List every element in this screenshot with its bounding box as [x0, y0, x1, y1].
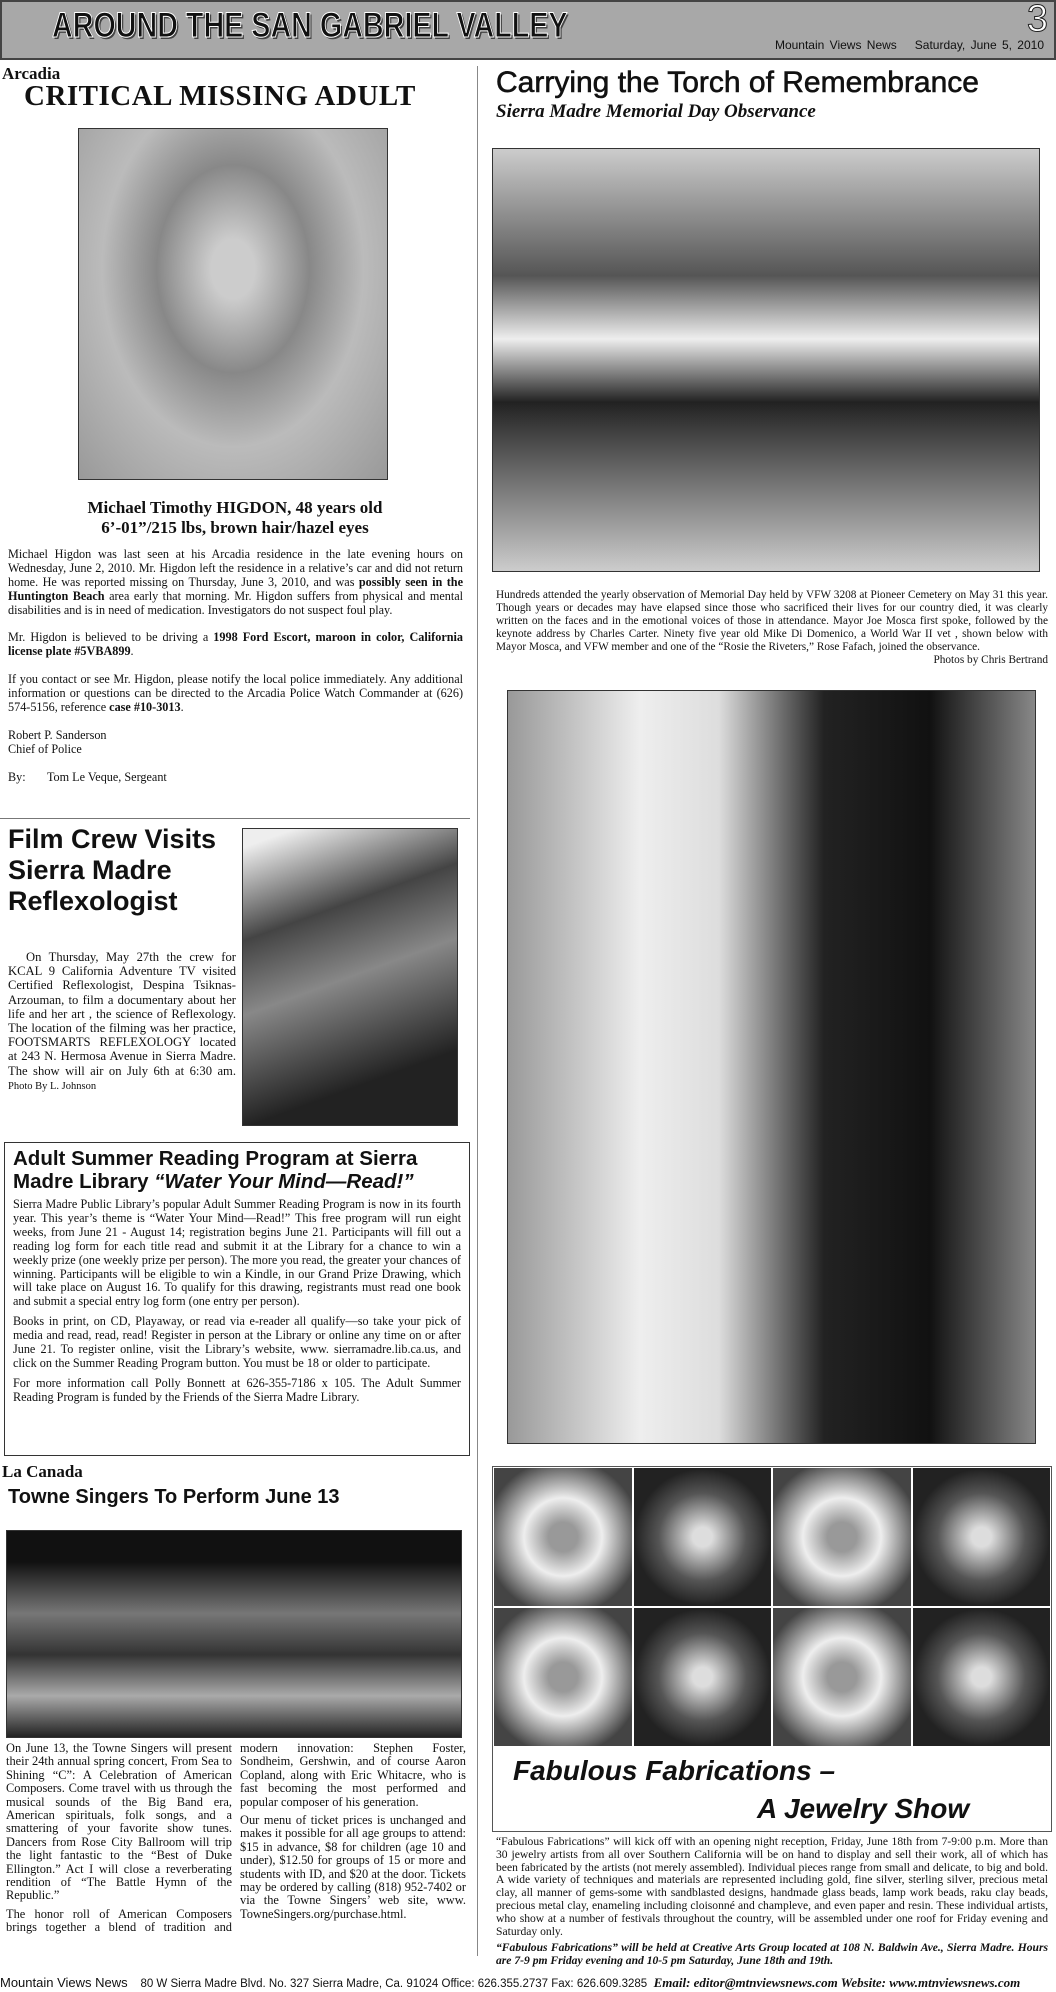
- headline: Carrying the Torch of Remembrance: [496, 66, 979, 99]
- jewelry-photo: [912, 1607, 1052, 1747]
- veteran-and-mayor-photo: [507, 690, 1036, 1444]
- event-details: “Fabulous Fabrications” will be held at Creative Arts Group located at 108 N. Baldwin Ave., Sierra Madre. Hours are 7-9 pm Friday evening and 10-5 pm Saturday, June 18th and 19th.: [496, 1941, 1048, 1968]
- jewelry-photo: [633, 1607, 773, 1747]
- missing-person-photo: [78, 128, 388, 480]
- issue-info: [757, 38, 1044, 52]
- towne-article: [6, 1742, 466, 1935]
- jewelry-photo: [772, 1467, 912, 1607]
- reflexologist-photo: [242, 828, 458, 1126]
- divider: [0, 818, 470, 819]
- paragraph: Books in print, on CD, Playaway, or read via e-reader all qualify—so take your pick of media and read, read, read! Register in person at the Library or online any time on or after June 21. To register online, visit the Library’s website, www. sierramadre.lib.ca.us, and click on the Summer Reading Program button. You must be 18 or older to participate.: [13, 1314, 461, 1370]
- section-label: Arcadia: [2, 64, 61, 83]
- footer-paper-name: Mountain Views News: [0, 1975, 128, 1990]
- paragraph: For more information call Polly Bonnett at 626-355-7186 x 105. The Adult Summer Reading Program is funded by the Friends of the Sierra Madre Library.: [13, 1375, 461, 1404]
- section-label: La Canada: [2, 1462, 83, 1481]
- jewelry-ad-box: [492, 1466, 1052, 1832]
- torch-caption: Hundreds attended the yearly observation of Memorial Day held by VFW 3208 at Pioneer Cemetery on May 31 this year. Though years or decades may have elapsed since those who sacrificed their lives for our country died, it was clearly written on the faces and in the emotional voices of those in attendance. Mayor Joe Mosca first spoke, followed by the keynote address by Charles Carter. Ninety five year old Mike Di Domenico, a World War II vet , shown below with Mayor Mosca, and VFW member and one of the “Rosie the Riveters,” Rose Fafach, joined the observance. Photos by Chris Bertrand: [496, 589, 1048, 666]
- byline: By: Tom Le Veque, Sergeant: [8, 769, 167, 784]
- paragraph: Sierra Madre Public Library’s popular Adult Summer Reading Program is now in its fourth year. This year’s theme is “Water Your Mind—Read!” This free program will run eight weeks, from June 21 - August 14; registration begins June 21. Participants will fill out a reading log form for each title read and submit it at the Library for a chance to win a weekly prize (one weekly prize per person). The more you read, the greater your chances of winning. Participants will be eligible to win a Kindle, in our Grand Prize Drawing, which will take place on August 16. To qualify for this drawing, registrants must read one book and submit a special entry log form (one entry per person).: [13, 1197, 461, 1309]
- paragraph: The honor roll of American Composers brings together a blend of tradition and modern innovation: Stephen Foster, Sondheim, Gershwin, and of course Aaron Copland, along with Eric Whitacre, who is fast becoming the most performed and popular composer of his generation.: [6, 1741, 466, 1935]
- paragraph: Mr. Higdon is believed to be driving a 1998 Ford Escort, maroon in color, California license plate #5VBA899.: [8, 630, 463, 659]
- signature: Robert P. Sanderson Chief of Police: [8, 727, 107, 756]
- paragraph: Our menu of ticket prices is unchanged and makes it possible for all age groups to attend: $15 in advance, $8 for children (age 10 and under), $12.50 for groups of 15 or more and students with ID, and $20 at the door. Tickets may be ordered by calling (818) 952-7402 or via the Towne Singers’ web site, www. TowneSingers.org/purchase.html.: [240, 1813, 466, 1921]
- paragraph: If you contact or see Mr. Higdon, please notify the local police immediately. Any additional information or questions can be directed to the Arcadia Police Watch Commander at (626) 574-5156, reference case #10-3013.: [8, 672, 463, 714]
- person-description: [0, 498, 470, 538]
- jewelry-title-line1: Fabulous Fabrications –: [513, 1755, 836, 1786]
- jewelry-photo: [493, 1467, 633, 1607]
- jewelry-photo: [912, 1467, 1052, 1607]
- column-divider: [477, 66, 478, 1956]
- section-masthead: AROUND THE SAN GABRIEL VALLEY: [52, 6, 568, 45]
- jewelry-title-line2: A Jewelry Show: [757, 1793, 970, 1824]
- paper-name: Mountain Views News: [774, 38, 897, 52]
- photo-credit: Photos by Chris Bertrand: [933, 653, 1048, 666]
- paragraph: “Fabulous Fabrications” will kick off with an opening night reception, Friday, June 18th from 7-9:00 p.m. More than 30 jewelry artists from all over Southern California will be on hand to display and sell their work, all of which has been fabricated by the artists (not merely assembled). Individual pieces range from small and delicate, to big and bold. A wide variety of techniques and materials are represented including gold, fine silver, sterling silver, precious metal clay, all manner of gems-some with sandblasted designs, handmade glass beads, lamp work beads, raku clay beads, precious metal clay, enameling including cloisonné and champleve, and even paper and resin. These individual artists, who show at a number of festivals throughout the country, will be assembled under one roof for Friday evening and Saturday only.: [496, 1835, 1048, 1938]
- paragraph: On June 13, the Towne Singers will present their 24th annual spring concert, From Sea to Shining “C”: A Celebration of American Composers. Come travel with us through the musical sounds of the Big Band era, American spirituals, folk songs, and a smattering of your favorite show tunes. Dancers from Rose City Ballroom will trip the light fantastic to the “Best of Duke Ellington.” Act I will close a reverberating rendition of “The Battle Hymn of the Republic.”: [6, 1741, 232, 1903]
- headline: Adult Summer Reading Program at Sierra Madre Library “Water Your Mind—Read!”: [13, 1147, 418, 1193]
- footer-address: 80 W Sierra Madre Blvd. No. 327 Sierra Madre, Ca. 91024 Office: 626.355.2737 Fax: 626.609.3285: [140, 1978, 648, 1990]
- headline: CRITICAL MISSING ADULT: [24, 80, 416, 112]
- jewelry-photo: [633, 1467, 773, 1607]
- reading-program-box: [4, 1142, 470, 1456]
- jewelry-photo-grid: [493, 1467, 1051, 1747]
- page-footer: [0, 1975, 1056, 1992]
- subheadline: Sierra Madre Memorial Day Observance: [496, 101, 816, 122]
- jewelry-photo: [772, 1607, 912, 1747]
- jewelry-article: [496, 1836, 1048, 1968]
- issue-date: Saturday, June 5, 2010: [914, 38, 1044, 52]
- page-number: 3: [1026, 0, 1048, 40]
- headline: Towne Singers To Perform June 13: [8, 1486, 340, 1508]
- name-line: Michael Timothy HIGDON, 48 years old: [87, 498, 383, 517]
- film-article: On Thursday, May 27th the crew for KCAL 9 California Adventure TV visited Certified Reflexologist, Despina Tsiknas- Arzouman, to film a documentary about her life and her art , the science of Reflexology. The location of the filming was her practice, FOOTSMARTS REFLEXOLOGY located at 243 N. Hermosa Avenue in Sierra Madre. The show will air on July 6th at 6:30 am. Photo By L. Johnson: [8, 950, 236, 1092]
- photo-credit: Photo By L. Johnson: [8, 1080, 97, 1092]
- choir-photo: [6, 1530, 462, 1738]
- headline: Film Crew Visits Sierra Madre Reflexologist: [8, 824, 217, 916]
- jewelry-photo: [493, 1607, 633, 1747]
- paragraph: Michael Higdon was last seen at his Arcadia residence in the late evening hours on Wednesday, June 2, 2010. Mr. Higdon left the residence in a relative’s car and did not return home. He was reported missing on Thursday, June 3, 2010, and was possibly seen in the Huntington Beach area early that morning. Mr. Higdon suffers from physical and mental disabilities and is in need of medication. Investigators do not suspect foul play.: [8, 547, 464, 617]
- stats-line: 6’-01”/215 lbs, brown hair/hazel eyes: [101, 518, 369, 537]
- footer-contact: Email: editor@mtnviewsnews.com Website: www.mtnviewsnews.com: [653, 1975, 1021, 1990]
- memorial-day-photo: [492, 148, 1040, 572]
- missing-article: [8, 548, 463, 784]
